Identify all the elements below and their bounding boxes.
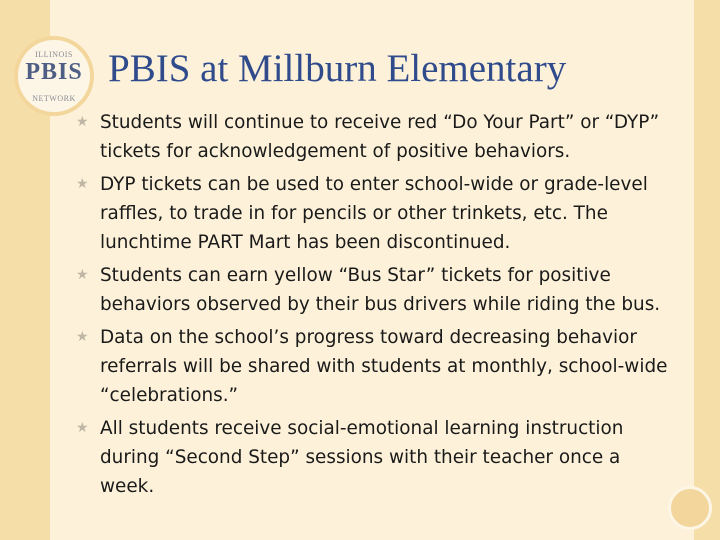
bullet-item [76,414,676,501]
star-icon: ★ [76,176,89,192]
star-icon: ★ [76,420,89,436]
right-decorative-band [694,0,720,540]
slide-title: PBIS at Millburn Elementary [108,47,567,90]
corner-decorative-circle [668,486,712,530]
bullet-item [76,261,676,319]
bullet-item [76,108,676,166]
bullet-text: Data on the school’s progress toward decreasing behavior referrals will be shared with students at monthly, school-wide “celebrations.” [100,327,668,406]
logo-top-text: ILLINOIS [35,50,73,59]
bullet-item [76,323,676,410]
bullet-text: Students will continue to receive red “Do Your Part” or “DYP” tickets for acknowledgement of positive behaviors. [100,112,660,162]
logo-bottom-text: NETWORK [32,94,76,103]
star-icon: ★ [76,267,89,283]
bullet-item [76,170,676,257]
bullet-list [76,108,676,505]
star-icon: ★ [76,329,89,345]
star-icon: ★ [76,114,89,130]
illinois-pbis-network-logo [14,36,94,116]
bullet-text: DYP tickets can be used to enter school-wide or grade-level raffles, to trade in for pencils or other trinkets, etc. The lunchtime PART Mart has been discontinued. [100,174,648,253]
logo-main-text: PBIS [25,59,83,85]
bullet-text: All students receive social-emotional learning instruction during “Second Step” sessions with their teacher once a week. [100,418,624,497]
bullet-text: Students can earn yellow “Bus Star” tickets for positive behaviors observed by their bus drivers while riding the bus. [100,265,661,315]
